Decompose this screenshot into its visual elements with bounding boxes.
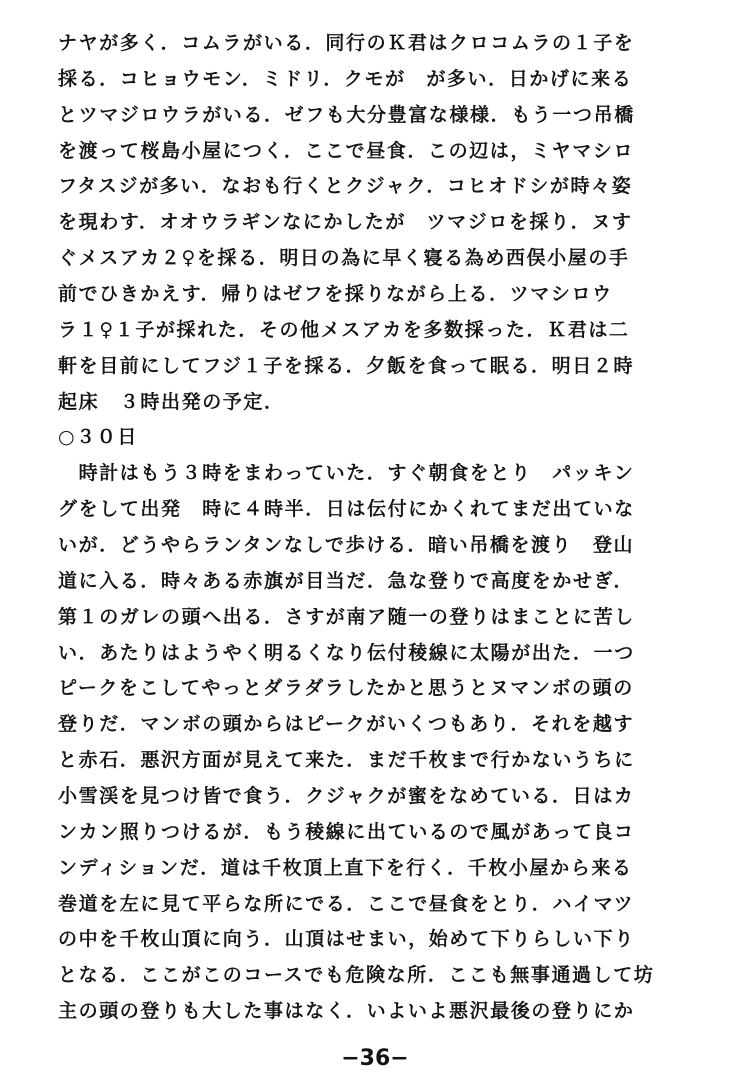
date-heading: ○３０日 [58,426,138,449]
text-line: を渡って桜島小屋につく．ここで昼食．この辺は，ミヤマシロ [58,139,635,162]
text-line: 小雪渓を見つけ皆で食う．クジャクが蜜をなめている．日はカ [58,785,635,807]
text-line: となる．ここがこのコースでも危険な所．ここも無事通過して坊 [58,964,655,987]
text-line: 採る．コヒョウモン．ミドリ．クモが が多い．日かげに来る [58,67,633,90]
text-line: 主の頭の登りも大した事はなく．いよいよ悪沢最後の登りにか [58,1000,635,1023]
text-line: 時計はもう３時をまわっていた．すぐ朝食をとり パッキン [58,462,635,485]
text-line: ンカン照りつけるが．もう稜線に出ているので風があって良コ [58,820,635,843]
text-line: 軒を目前にしてフジ１子を採る．夕飯を食って眠る．明日２時 [58,354,635,377]
text-line: 道に入る．時々ある赤旗が目当だ．急な登りで高度をかせぎ． [58,569,635,592]
text-line: いが．どうやらランタンなしで歩ける．暗い吊橋を渡り 登山 [58,534,635,556]
text-line: ピークをこしてやっとダラダラしたかと思うとヌマンボの頭の [58,677,634,700]
text-line: ンディションだ．道は千枚頂上直下を行く．千枚小屋から来る [58,856,633,879]
text-line: フタスジが多い．なおも行くとクジャク．コヒオドシが時々姿 [58,175,633,198]
text-line: ぐメスアカ２♀を採る．明日の為に早く寝る為め西俣小屋の手 [58,247,630,270]
page-number: −36− [341,1046,409,1071]
text-line: の中を千枚山頂に向う．山頂はせまい，始めて下りらしい下り [58,928,635,951]
text-line: 巻道を左に見て平らな所にでる．ここで昼食をとり．ハイマツ [58,892,635,915]
text-line: 起床 ３時出発の予定． [58,390,285,413]
text-line: を現わす．オオウラギンなにかしたが ツマジロを採り．ヌす [58,211,633,234]
text-line: 第１のガレの頭へ出る．さすが南ア随一の登りはまことに苦し [58,605,635,628]
text-line: ナヤが多く．コムラがいる．同行のＫ君はクロコムラの１子を [58,32,635,54]
text-line: い．あたりはようやく明るくなり伝付稜線に太陽が出た．一つ [58,641,635,664]
text-line: グをして出発 時に４時半．日は伝付にかくれてまだ出ていな [58,498,635,521]
text-line: 前でひきかえす．帰りはゼフを採りながら上る．ツマシロウ [58,283,613,305]
text-line: と赤石．悪沢方面が見えて来た．まだ千枚まで行かないうちに [58,749,635,772]
text-line: ラ１♀１子が採れた．その他メスアカを多数採った．Ｋ君は二 [58,318,630,341]
text-line: 登りだ．マンボの頭からはピークがいくつもあり．それを越す [58,713,635,736]
text-line: とツマジロウラがいる．ゼフも大分豊富な様様．もう一つ吊橋 [58,103,635,126]
